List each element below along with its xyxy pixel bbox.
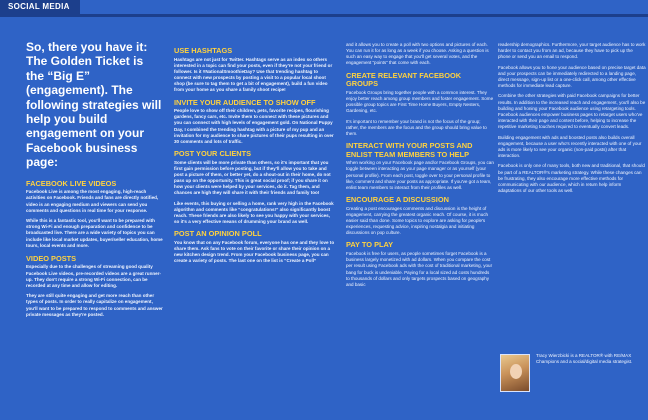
body-paragraph: Creating a post encourages comments and discussion is the height of engagement, carrying the greatest organic reach. Of course, it is much easier said than done. Some topics to explore are asking for people's experiences, requesting advice, inspiring nostalgia and initiating discussions on pop culture. [346, 205, 489, 236]
author-box [500, 350, 646, 396]
section-heading: USE HASHTAGS [174, 46, 233, 55]
body-paragraph: Facebook allows you to hone your audience based on precise target data and your prospects can be immediately redirected to a landing page, direct message, sign-up list or a one-click call, among other effective methods for immediate lead capture. [498, 64, 646, 89]
section-heading: ENCOURAGE A DISCUSSION [346, 195, 449, 205]
body-paragraph: Like events, this buying or selling a home, rank very high in the Facebook algorithm and comments like “congratulations!” also significantly boost reach. These friends are also likely to see you happy with your services, so it's a very effective means of drumming your brand as well. [174, 200, 334, 225]
section-heading: VIDEO POSTS [26, 253, 77, 263]
header-rule [0, 14, 648, 17]
author-photo [500, 354, 530, 392]
section-heading: INVITE YOUR AUDIENCE TO SHOW OFF [174, 97, 316, 107]
section-heading: PAY TO PLAY [346, 240, 394, 250]
body-paragraph: Hashtags are not just for Twitter. Hashtags serve as an index so others interested in a topic can find your posts, even if they're not your friend or follower. Is it #NationalSmoothieDay? Use that trending hashtag to connect with new prospects by posting a visit to a popular local shoot shop (be sure to tag them to get a bit of engagement), build a fun video from your home as you share a family shoot recipe! [174, 56, 333, 93]
body-paragraph: When working on your Facebook page and/or Facebook Groups, you can toggle between interacting as your page manager or as yourself (your personal profile). From each post, toggle over to your personal profile to like, comment and share your posts as appropriate. If you've got a team, enlist team members to interact from their profiles as well. [346, 160, 494, 190]
body-paragraph: Facebook Groups bring together people with a common interest. They enjoy better reach among group members and foster engagement. Some possible group topics are First Time Home Buyers, Empty Nesters, Gardening, etc. [346, 89, 494, 114]
column-2 [174, 42, 336, 414]
col2-sections [174, 47, 336, 265]
body-paragraph: Facebook Live is among the most engaging, high-reach activities on Facebook. Friends and fans are directly notified, video is an engaging medium and viewers can send you comments and questions in real time for your response. [26, 189, 159, 213]
section-heading: POST AN OPINION POLL [174, 229, 262, 239]
col4-sections [498, 42, 646, 194]
body-paragraph: You know that on any Facebook forum, everyone has one and they love to share them. Ask fans to vote on their favorite or share their opinion on a new kitchen design trend. From your Facebook business page, you can create a variety of posts. The last one on the list is “Create a Poll” [174, 240, 335, 264]
body-paragraph: While this is a fantastic tool, you'll want to be prepared with strong Wi-Fi and enough preparation and confidence to be broadcasted live. There are a wide variety of topics you can include like local market updates, buyer/seller education, home tours, local events and more. [26, 218, 163, 248]
body-paragraph: People love to show off their children, pets, favorite recipes, flourishing gardens, fancy cars, etc. Invite them to connect with these pictures and you can connect with high levels of engagement gold. On National Puppy Day, I combined the trending hashtag with a picture of my pup and an invitation for my audience to share pictures of their pups resulting in over 30 comments and lots of traffic. [174, 108, 334, 144]
body-paragraph: Facebook is only one of many tools, both new and traditional, that should be part of a REALTOR®'s marketing strategy. While these changes can be frustrating, they also encourage more effective methods for communicating with our audience, which in return help inform adaptations of our other tools as well. [498, 163, 645, 194]
section-heading: POST YOUR CLIENTS [174, 149, 252, 159]
col3-sections [346, 42, 494, 288]
body-paragraph: They are still quite engaging and get more reach than other types of posts. In order to really capitalize on engagement, you'll want to be prepared to respond to comments and answer private messages as they're posted. [26, 293, 163, 317]
section-heading: CREATE RELEVANT FACEBOOK GROUPS [346, 70, 462, 89]
author-bio: Tracy Wierzbicki is a REALTOR® with RE/MAX Champions and a social/digital media strategist. [536, 353, 633, 364]
column-3 [346, 42, 494, 414]
body-paragraph: Especially due to the challenges of streaming good quality Facebook Live videos, pre-recorded videos are a great runner-up. They don't require a strong Wi-Fi connection, can be recorded at any time and allow for editing. [26, 264, 161, 288]
body-paragraph: Building engagement with ads and boosted posts also builds overall engagement, because a user who's recently interacted with one of your ads is more likely to see your organic (non-paid posts) after that interaction. [498, 134, 642, 159]
body-paragraph: Combine the other strategies with paid Facebook campaigns for better results. In addition to the increased reach and engagement, you'll also be building and honing your Facebook audience using retargeting tools. Facebook audiences empower business pages to retarget users who've interacted with their page and content before, helping to increase the repetitive marketing touches required to eventually convert leads. [498, 93, 646, 130]
section-label: SOCIAL MEDIA [0, 0, 80, 14]
section-heading: INTERACT WITH YOUR POSTS AND ENLIST TEAM MEMBERS TO HELP [346, 141, 473, 159]
section-heading: FACEBOOK LIVE VIDEOS [26, 178, 117, 188]
body-paragraph: Facebook is free for users, as people sometimes forget Facebook is a business largely monetized with ad dollars. When you compare the cost per result using Facebook ads with the cost of traditional marketing, your bang for buck is undeniable. Paying for a local sized ad costs hundreds to thousands of dollars and only targets prospects based on geography and basic [346, 251, 493, 287]
author-face [510, 364, 522, 379]
column-1 [26, 40, 164, 414]
body-paragraph: Some clients will be more private than others, so it's important that you first gain permission before posting, but if they'll allow you to take and post a picture of them, or better yet, do a shout-out in their home, do not pass up on the opportunity. This is great social proof; if you share it on how your clients were helped by your services, do it. Tag them, and chances are high they will share it with their friends and family too! [174, 159, 331, 196]
body-paragraph: and it allows you to create a poll with two options and pictures of each. You can run it for as long as a week if you choose. Asking a question is such an easy way to engage that you'll get several votes, and the engagement “points” that come with each. [346, 42, 489, 66]
body-paragraph: It's important to remember your brand is not the focus of the group; rather, the members are the focus and the group should bring value to them. [346, 118, 487, 136]
col1-sections [26, 180, 164, 318]
body-paragraph: readership demographics. Furthermore, your target audience has to work harder to contact you from an ad, because they have to pick up the phone or send you an email to respond. [498, 42, 646, 60]
intro-heading: So, there you have it: The Golden Ticket is the “Big E” (engagement). The following strategies will help you build engagement on your Facebook business page: [26, 40, 162, 170]
